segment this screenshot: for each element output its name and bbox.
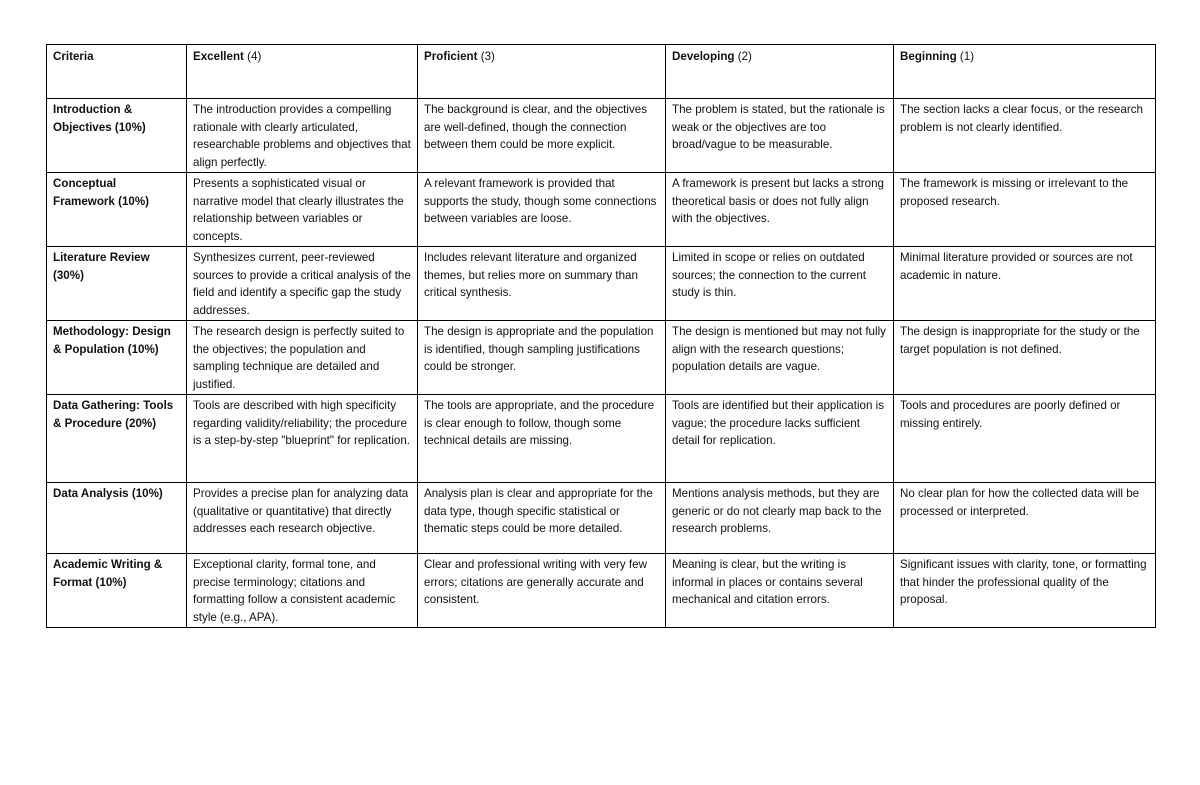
rubric-header xyxy=(47,45,1156,99)
excellent-cell: Presents a sophisticated visual or narrative model that clearly illustrates the relationship between variables or concepts. xyxy=(187,173,418,247)
proficient-cell: The tools are appropriate, and the procedure is clear enough to follow, though some technical details are missing. xyxy=(418,395,666,483)
header-proficient xyxy=(418,45,666,99)
criterion-cell: Literature Review (30%) xyxy=(47,247,187,321)
header-developing xyxy=(666,45,894,99)
header-row xyxy=(47,45,1156,99)
criterion-cell: Conceptual Framework (10%) xyxy=(47,173,187,247)
table-row xyxy=(47,321,1156,395)
beginning-cell: The design is inappropriate for the study or the target population is not defined. xyxy=(894,321,1156,395)
proficient-cell: Clear and professional writing with very few errors; citations are generally accurate and consistent. xyxy=(418,554,666,628)
table-row xyxy=(47,247,1156,321)
excellent-cell: Provides a precise plan for analyzing data (qualitative or quantitative) that directly addresses each research objective. xyxy=(187,483,418,554)
header-beginning-points: (1) xyxy=(959,50,975,63)
criterion-cell: Academic Writing & Format (10%) xyxy=(47,554,187,628)
developing-cell: Limited in scope or relies on outdated sources; the connection to the current study is thin. xyxy=(666,247,894,321)
beginning-cell: The section lacks a clear focus, or the research problem is not clearly identified. xyxy=(894,99,1156,173)
beginning-cell: Minimal literature provided or sources are not academic in nature. xyxy=(894,247,1156,321)
excellent-cell: Tools are described with high specificity regarding validity/reliability; the procedure is a step-by-step "blueprint" for replication. xyxy=(187,395,418,483)
header-developing-points: (2) xyxy=(737,50,752,63)
rubric-body xyxy=(47,99,1156,628)
excellent-cell: The introduction provides a compelling rationale with clearly articulated, researchable problems and objectives that align perfectly. xyxy=(187,99,418,173)
header-excellent xyxy=(187,45,418,99)
header-excellent-label: Excellent xyxy=(193,50,244,63)
developing-cell: Tools are identified but their application is vague; the procedure lacks sufficient detail for replication. xyxy=(666,395,894,483)
header-proficient-points: (3) xyxy=(480,50,495,63)
proficient-cell: Includes relevant literature and organized themes, but relies more on summary than critical synthesis. xyxy=(418,247,666,321)
criterion-cell: Introduction & Objectives (10%) xyxy=(47,99,187,173)
excellent-cell: The research design is perfectly suited to the objectives; the population and sampling technique are detailed and justified. xyxy=(187,321,418,395)
excellent-cell: Synthesizes current, peer-reviewed sources to provide a critical analysis of the field and identify a specific gap the study addresses. xyxy=(187,247,418,321)
criterion-cell: Methodology: Design & Population (10%) xyxy=(47,321,187,395)
header-excellent-points: (4) xyxy=(247,50,262,63)
beginning-cell: Significant issues with clarity, tone, or formatting that hinder the professional quality of the proposal. xyxy=(894,554,1156,628)
criterion-cell: Data Analysis (10%) xyxy=(47,483,187,554)
excellent-cell: Exceptional clarity, formal tone, and precise terminology; citations and formatting follow a consistent academic style (e.g., APA). xyxy=(187,554,418,628)
developing-cell: Mentions analysis methods, but they are generic or do not clearly map back to the research problems. xyxy=(666,483,894,554)
header-criteria xyxy=(47,45,187,99)
header-beginning-label: Beginning xyxy=(900,50,957,63)
beginning-cell: Tools and procedures are poorly defined or missing entirely. xyxy=(894,395,1156,483)
developing-cell: The design is mentioned but may not fully align with the research questions; population details are vague. xyxy=(666,321,894,395)
proficient-cell: The design is appropriate and the population is identified, though sampling justifications could be stronger. xyxy=(418,321,666,395)
proficient-cell: Analysis plan is clear and appropriate for the data type, though specific statistical or thematic steps could be more detailed. xyxy=(418,483,666,554)
table-row xyxy=(47,483,1156,554)
table-row xyxy=(47,395,1156,483)
developing-cell: Meaning is clear, but the writing is informal in places or contains several mechanical and citation errors. xyxy=(666,554,894,628)
header-developing-label: Developing xyxy=(672,50,735,63)
table-row xyxy=(47,554,1156,628)
developing-cell: The problem is stated, but the rationale is weak or the objectives are too broad/vague to be measurable. xyxy=(666,99,894,173)
beginning-cell: No clear plan for how the collected data will be processed or interpreted. xyxy=(894,483,1156,554)
table-row xyxy=(47,173,1156,247)
developing-cell: A framework is present but lacks a strong theoretical basis or does not fully align with the objectives. xyxy=(666,173,894,247)
proficient-cell: The background is clear, and the objectives are well-defined, though the connection between them could be more explicit. xyxy=(418,99,666,173)
rubric-table xyxy=(46,44,1156,628)
table-row xyxy=(47,99,1156,173)
proficient-cell: A relevant framework is provided that supports the study, though some connections between variables are loose. xyxy=(418,173,666,247)
header-beginning xyxy=(894,45,1156,99)
header-proficient-label: Proficient xyxy=(424,50,478,63)
criterion-cell: Data Gathering: Tools & Procedure (20%) xyxy=(47,395,187,483)
header-criteria-label: Criteria xyxy=(53,50,94,63)
beginning-cell: The framework is missing or irrelevant to the proposed research. xyxy=(894,173,1156,247)
